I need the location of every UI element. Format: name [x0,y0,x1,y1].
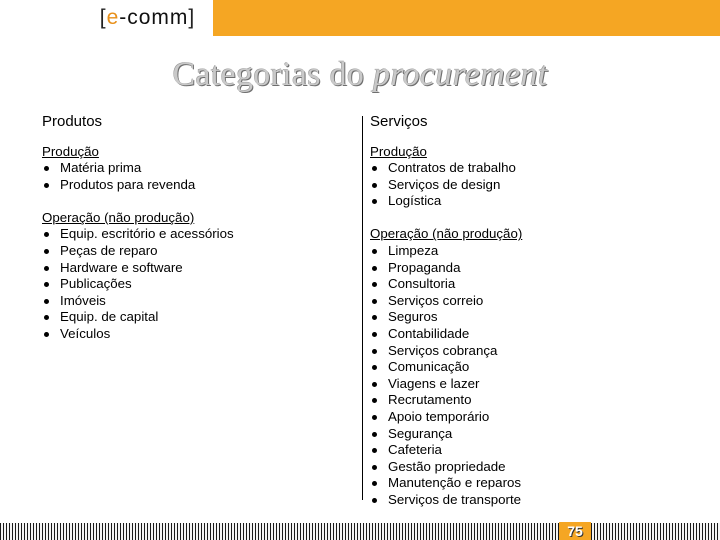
logo-bracket-open: [ [99,6,107,29]
services-operation-title: Operação (não produção) [370,226,523,242]
list-item: Serviços correio [370,293,670,310]
products-operation-group [42,210,342,343]
slide-title-italic: procurement [373,56,548,93]
products-heading: Produtos [42,113,103,130]
list-item: Imóveis [42,293,342,310]
products-production-title: Produção [42,143,99,159]
list-item: Matéria prima [42,160,342,177]
list-item: Contabilidade [370,326,670,343]
header-orange-bar [213,0,720,36]
list-item: Serviços cobrança [370,343,670,360]
products-operation-list [42,226,342,342]
services-operation-group [370,226,670,508]
list-item: Cafeteria [370,442,670,459]
list-item: Equip. de capital [42,309,342,326]
list-item: Veículos [42,326,342,343]
list-item: Serviços de transporte [370,492,670,509]
list-item: Segurança [370,426,670,443]
logo-bracket-close: ] [188,6,196,29]
list-item: Apoio temporário [370,409,670,426]
products-column [42,114,342,359]
ecomm-logo [84,0,211,36]
products-operation-title: Operação (não produção) [42,209,195,225]
list-item: Seguros [370,309,670,326]
products-production-list [42,160,342,193]
list-item: Logística [370,193,670,210]
logo-comm: -comm [119,6,189,29]
services-heading: Serviços [370,113,428,130]
list-item: Gestão propriedade [370,459,670,476]
services-production-title: Produção [370,143,427,159]
list-item: Peças de reparo [42,243,342,260]
list-item: Consultoria [370,276,670,293]
list-item: Equip. escritório e acessórios [42,226,342,243]
logo-e: e [106,6,120,29]
list-item: Viagens e lazer [370,376,670,393]
list-item: Propaganda [370,260,670,277]
products-production-group [42,144,342,194]
slide-title-main: Categorias do [172,56,374,93]
services-production-list [370,160,670,210]
services-column [370,114,670,525]
list-item: Produtos para revenda [42,177,342,194]
column-divider [362,116,363,500]
header-left-space [0,0,84,36]
list-item: Contratos de trabalho [370,160,670,177]
footer-stripe [0,523,720,540]
slide-title [0,56,720,94]
list-item: Hardware e software [42,260,342,277]
list-item: Limpeza [370,243,670,260]
list-item: Serviços de design [370,177,670,194]
services-production-group [370,144,670,210]
list-item: Manutenção e reparos [370,475,670,492]
list-item: Comunicação [370,359,670,376]
services-operation-list [370,243,670,509]
list-item: Publicações [42,276,342,293]
page-number: 75 [559,522,591,540]
list-item: Recrutamento [370,392,670,409]
